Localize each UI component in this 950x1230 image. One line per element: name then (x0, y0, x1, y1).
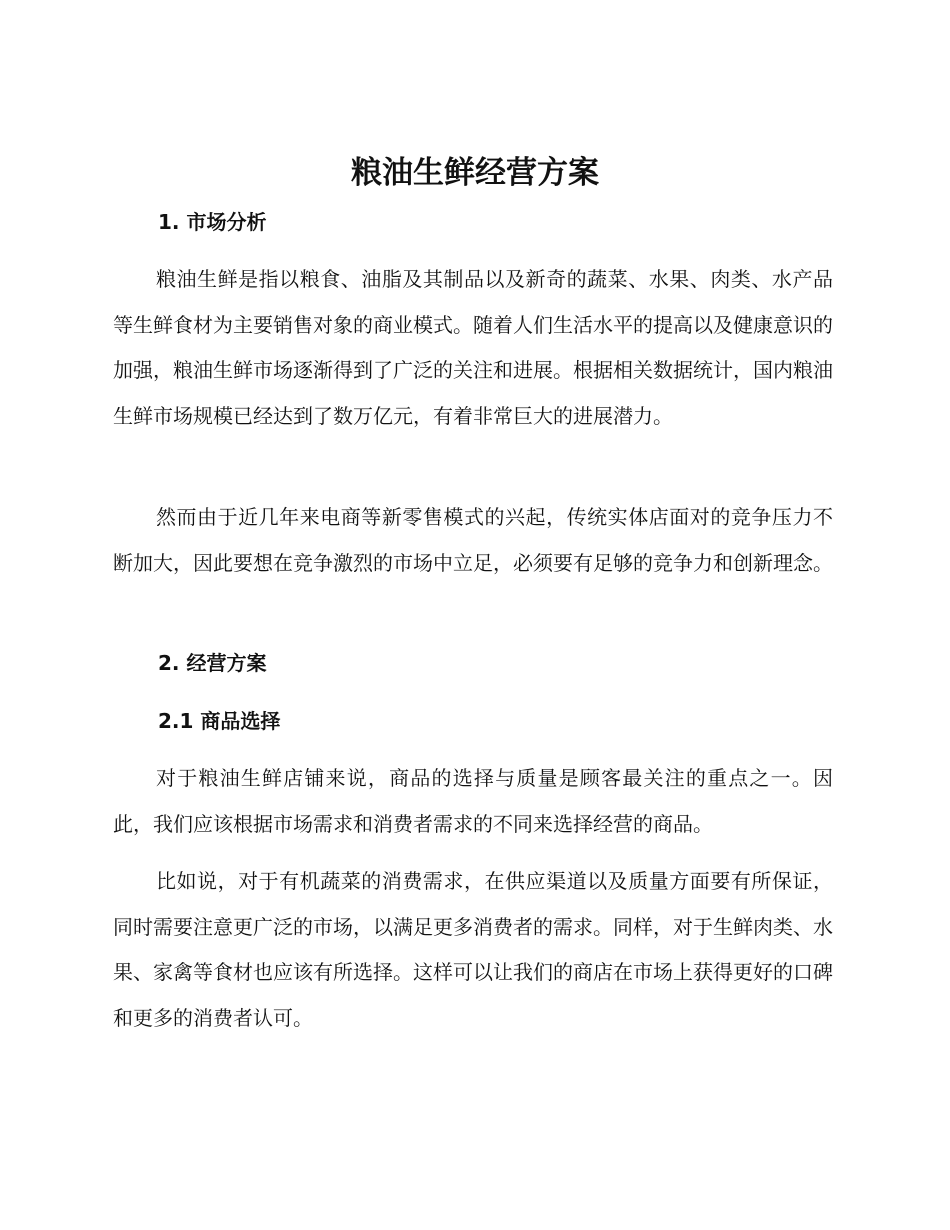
document-title: 粮油生鲜经营方案 (351, 155, 599, 191)
paragraph-market-overview: 粮油生鲜是指以粮食、油脂及其制品以及新奇的蔬菜、水果、肉类、水产品等生鲜食材为主要销售对象的商业模式。随着人们生活水平的提高以及健康意识的加强，粮油生鲜市场逐渐得到了广泛的关注和进展。根据相关数据统计，国内粮油生鲜市场规模已经达到了数万亿元，有着非常巨大的进展潜力。 (113, 267, 833, 428)
subsection-heading-product-selection: 2.1 商品选择 (158, 709, 281, 733)
paragraph-product-examples: 比如说，对于有机蔬菜的消费需求，在供应渠道以及质量方面要有所保证，同时需要注意更广泛的市场，以满足更多消费者的需求。同样，对于生鲜肉类、水果、家禽等食材也应该有所选择。这样可以让我们的商店在市场上获得更好的口碑和更多的消费者认可。 (113, 869, 833, 1030)
paragraph-product-quality: 对于粮油生鲜店铺来说，商品的选择与质量是顾客最关注的重点之一。因此，我们应该根据市场需求和消费者需求的不同来选择经营的商品。 (113, 766, 833, 836)
section-heading-business-plan: 2. 经营方案 (158, 651, 267, 675)
section-heading-market-analysis: 1. 市场分析 (158, 210, 267, 234)
paragraph-competition: 然而由于近几年来电商等新零售模式的兴起，传统实体店面对的竞争压力不断加大，因此要想在竞争激烈的市场中立足，必须要有足够的竞争力和创新理念。 (113, 505, 833, 575)
